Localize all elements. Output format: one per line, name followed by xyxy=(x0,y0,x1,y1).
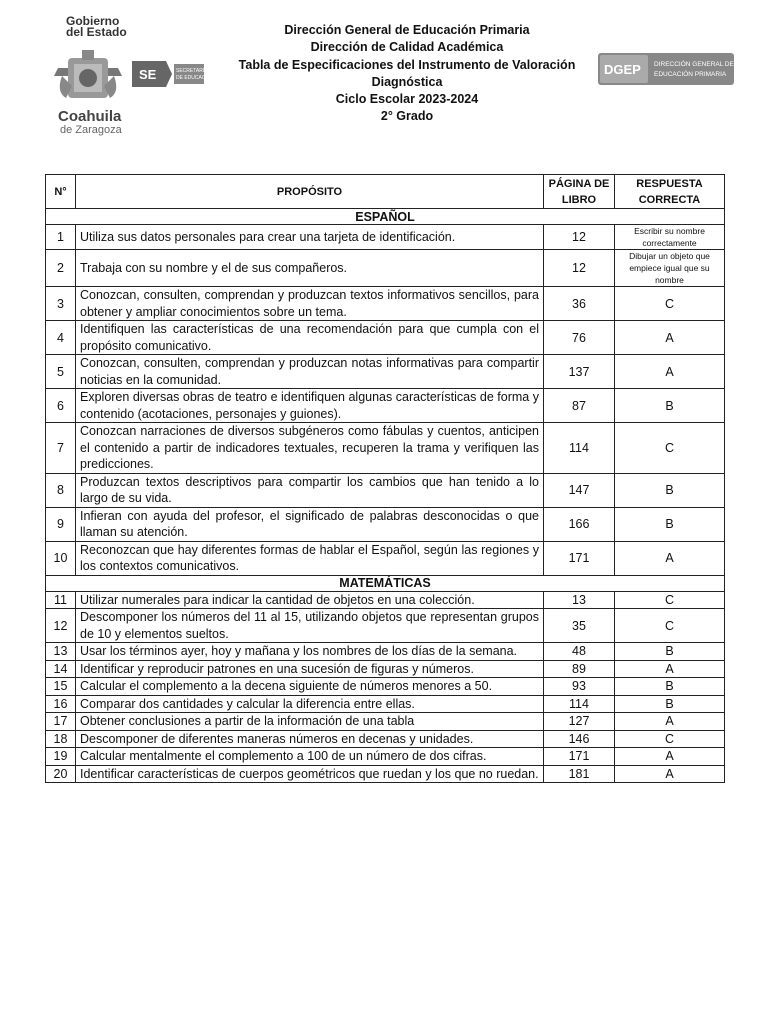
table-row xyxy=(46,389,725,423)
table-row xyxy=(46,250,725,287)
row-pagina: 89 xyxy=(544,660,615,678)
row-respuesta: C xyxy=(615,423,725,474)
table-row xyxy=(46,660,725,678)
row-respuesta: C xyxy=(615,287,725,321)
row-number: 17 xyxy=(46,713,76,731)
row-proposito: Conozcan narraciones de diversos subgéneros como fábulas y cuentos, anticipen el contenido a partir de indicadores textuales, recuperen la trama y verifiquen las predicciones. xyxy=(76,423,544,474)
row-proposito: Trabaja con su nombre y el de sus compañeros. xyxy=(76,250,544,287)
section-row xyxy=(46,575,725,591)
gobierno-estado-logo-text: Gobierno del Estado xyxy=(66,14,127,39)
table-body xyxy=(46,209,725,783)
row-proposito: Descomponer los números del 11 al 15, utilizando objetos que representan grupos de 10 y elementos sueltos. xyxy=(76,609,544,643)
header-line: Tabla de Especificaciones del Instrumento de Valoración xyxy=(238,57,576,72)
section-title: MATEMÁTICAS xyxy=(46,575,725,591)
header-line: Diagnóstica xyxy=(371,74,443,89)
row-proposito: Calcular el complemento a la decena siguiente de números menores a 50. xyxy=(76,678,544,696)
row-number: 12 xyxy=(46,609,76,643)
table-row xyxy=(46,609,725,643)
table-row xyxy=(46,713,725,731)
row-pagina: 48 xyxy=(544,643,615,661)
table-row xyxy=(46,355,725,389)
row-pagina: 12 xyxy=(544,250,615,287)
row-number: 2 xyxy=(46,250,76,287)
section-row xyxy=(46,209,725,225)
row-proposito: Utiliza sus datos personales para crear una tarjeta de identificación. xyxy=(76,225,544,250)
row-proposito: Comparar dos cantidades y calcular la diferencia entre ellas. xyxy=(76,695,544,713)
svg-text:SECRETARÍA: SECRETARÍA xyxy=(176,68,208,74)
row-respuesta: Escribir su nombre correctamente xyxy=(615,225,725,250)
row-pagina: 35 xyxy=(544,609,615,643)
row-proposito: Utilizar numerales para indicar la cantidad de objetos en una colección. xyxy=(76,591,544,609)
row-respuesta: A xyxy=(615,765,725,783)
row-pagina: 137 xyxy=(544,355,615,389)
table-row xyxy=(46,473,725,507)
specifications-table xyxy=(45,174,725,783)
row-proposito: Obtener conclusiones a partir de la información de una tabla xyxy=(76,713,544,731)
row-number: 5 xyxy=(46,355,76,389)
row-number: 15 xyxy=(46,678,76,696)
row-respuesta: C xyxy=(615,730,725,748)
row-number: 11 xyxy=(46,591,76,609)
header-line: Dirección de Calidad Académica xyxy=(310,40,504,55)
row-respuesta: A xyxy=(615,355,725,389)
row-proposito: Descomponer de diferentes maneras números en decenas y unidades. xyxy=(76,730,544,748)
row-proposito: Identificar características de cuerpos geométricos que ruedan y los que no ruedan. xyxy=(76,765,544,783)
row-pagina: 166 xyxy=(544,507,615,541)
row-proposito: Exploren diversas obras de teatro e identifiquen algunas características de forma y contenido (acotaciones, personajes y guiones). xyxy=(76,389,544,423)
row-respuesta: A xyxy=(615,713,725,731)
row-respuesta: Dibujar un objeto que empiece igual que su nombre xyxy=(615,250,725,287)
table-header-row xyxy=(46,175,725,209)
row-respuesta: C xyxy=(615,591,725,609)
row-proposito: Reconozcan que hay diferentes formas de hablar el Español, según las regiones y los contextos comunicativos. xyxy=(76,541,544,575)
row-pagina: 76 xyxy=(544,321,615,355)
row-pagina: 114 xyxy=(544,695,615,713)
table-row xyxy=(46,695,725,713)
row-proposito: Conozcan, consulten, comprendan y produzcan textos informativos sencillos, para obtener y ampliar conocimientos sobre un tema. xyxy=(76,287,544,321)
row-number: 7 xyxy=(46,423,76,474)
svg-text:DGEP: DGEP xyxy=(604,62,641,77)
header-line: Ciclo Escolar 2023-2024 xyxy=(335,92,479,107)
row-number: 16 xyxy=(46,695,76,713)
row-proposito: Identificar y reproducir patrones en una sucesión de figuras y números. xyxy=(76,660,544,678)
row-proposito: Calcular mentalmente el complemento a 100 de un número de dos cifras. xyxy=(76,748,544,766)
table-row xyxy=(46,748,725,766)
row-pagina: 114 xyxy=(544,423,615,474)
row-pagina: 93 xyxy=(544,678,615,696)
row-proposito: Infieran con ayuda del profesor, el significado de palabras desconocidas o que llaman su atención. xyxy=(76,507,544,541)
row-number: 10 xyxy=(46,541,76,575)
row-respuesta: B xyxy=(615,389,725,423)
svg-text:DIRECCIÓN GENERAL DE: DIRECCIÓN GENERAL DE xyxy=(654,61,734,68)
svg-text:DE EDUCACIÓN: DE EDUCACIÓN xyxy=(176,75,215,81)
row-number: 13 xyxy=(46,643,76,661)
svg-text:SE: SE xyxy=(139,67,157,82)
row-pagina: 36 xyxy=(544,287,615,321)
row-number: 3 xyxy=(46,287,76,321)
dgep-logo xyxy=(598,53,734,85)
row-pagina: 13 xyxy=(544,591,615,609)
row-number: 4 xyxy=(46,321,76,355)
table-row xyxy=(46,765,725,783)
row-pagina: 171 xyxy=(544,541,615,575)
row-number: 1 xyxy=(46,225,76,250)
row-number: 20 xyxy=(46,765,76,783)
svg-text:EDUCACIÓN PRIMARIA: EDUCACIÓN PRIMARIA xyxy=(654,71,727,78)
header-line: Dirección General de Educación Primaria xyxy=(284,23,530,37)
row-number: 14 xyxy=(46,660,76,678)
table-row xyxy=(46,541,725,575)
row-pagina: 146 xyxy=(544,730,615,748)
header-num: N° xyxy=(46,175,76,209)
header-respuesta: RESPUESTA CORRECTA xyxy=(615,175,725,209)
table-row xyxy=(46,678,725,696)
coahuila-logo xyxy=(44,14,215,136)
row-respuesta: B xyxy=(615,695,725,713)
table-row xyxy=(46,321,725,355)
row-respuesta: B xyxy=(615,643,725,661)
coahuila-logo-text: Coahuila xyxy=(58,108,122,125)
row-respuesta: C xyxy=(615,609,725,643)
row-number: 18 xyxy=(46,730,76,748)
row-pagina: 127 xyxy=(544,713,615,731)
table-row xyxy=(46,287,725,321)
row-proposito: Produzcan textos descriptivos para compartir los cambios que han tenido a lo largo de su vida. xyxy=(76,473,544,507)
table-row xyxy=(46,591,725,609)
table-row xyxy=(46,643,725,661)
table-row xyxy=(46,507,725,541)
se-secretaria-logo xyxy=(132,61,215,87)
section-title: ESPAÑOL xyxy=(46,209,725,225)
row-number: 9 xyxy=(46,507,76,541)
row-respuesta: A xyxy=(615,321,725,355)
row-number: 19 xyxy=(46,748,76,766)
row-pagina: 87 xyxy=(544,389,615,423)
row-proposito: Conozcan, consulten, comprendan y produzcan notas informativas para compartir noticias en la comunidad. xyxy=(76,355,544,389)
header-pagina: PÁGINA DE LIBRO xyxy=(544,175,615,209)
row-number: 8 xyxy=(46,473,76,507)
row-pagina: 181 xyxy=(544,765,615,783)
row-respuesta: A xyxy=(615,541,725,575)
row-pagina: 147 xyxy=(544,473,615,507)
row-respuesta: B xyxy=(615,678,725,696)
table-row xyxy=(46,730,725,748)
table-row xyxy=(46,225,725,250)
row-respuesta: B xyxy=(615,507,725,541)
row-pagina: 12 xyxy=(544,225,615,250)
table-row xyxy=(46,423,725,474)
coat-of-arms-icon xyxy=(52,46,124,106)
row-number: 6 xyxy=(46,389,76,423)
row-respuesta: A xyxy=(615,748,725,766)
header-line: 2° Grado xyxy=(380,109,434,124)
row-respuesta: B xyxy=(615,473,725,507)
row-respuesta: A xyxy=(615,660,725,678)
row-proposito: Identifiquen las características de una recomendación para que cumpla con el propósito comunicativo. xyxy=(76,321,544,355)
row-pagina: 171 xyxy=(544,748,615,766)
zaragoza-logo-text: de Zaragoza xyxy=(60,124,122,136)
header-proposito: PROPÓSITO xyxy=(76,175,544,209)
row-proposito: Usar los términos ayer, hoy y mañana y los nombres de los días de la semana. xyxy=(76,643,544,661)
document-header xyxy=(200,22,614,126)
